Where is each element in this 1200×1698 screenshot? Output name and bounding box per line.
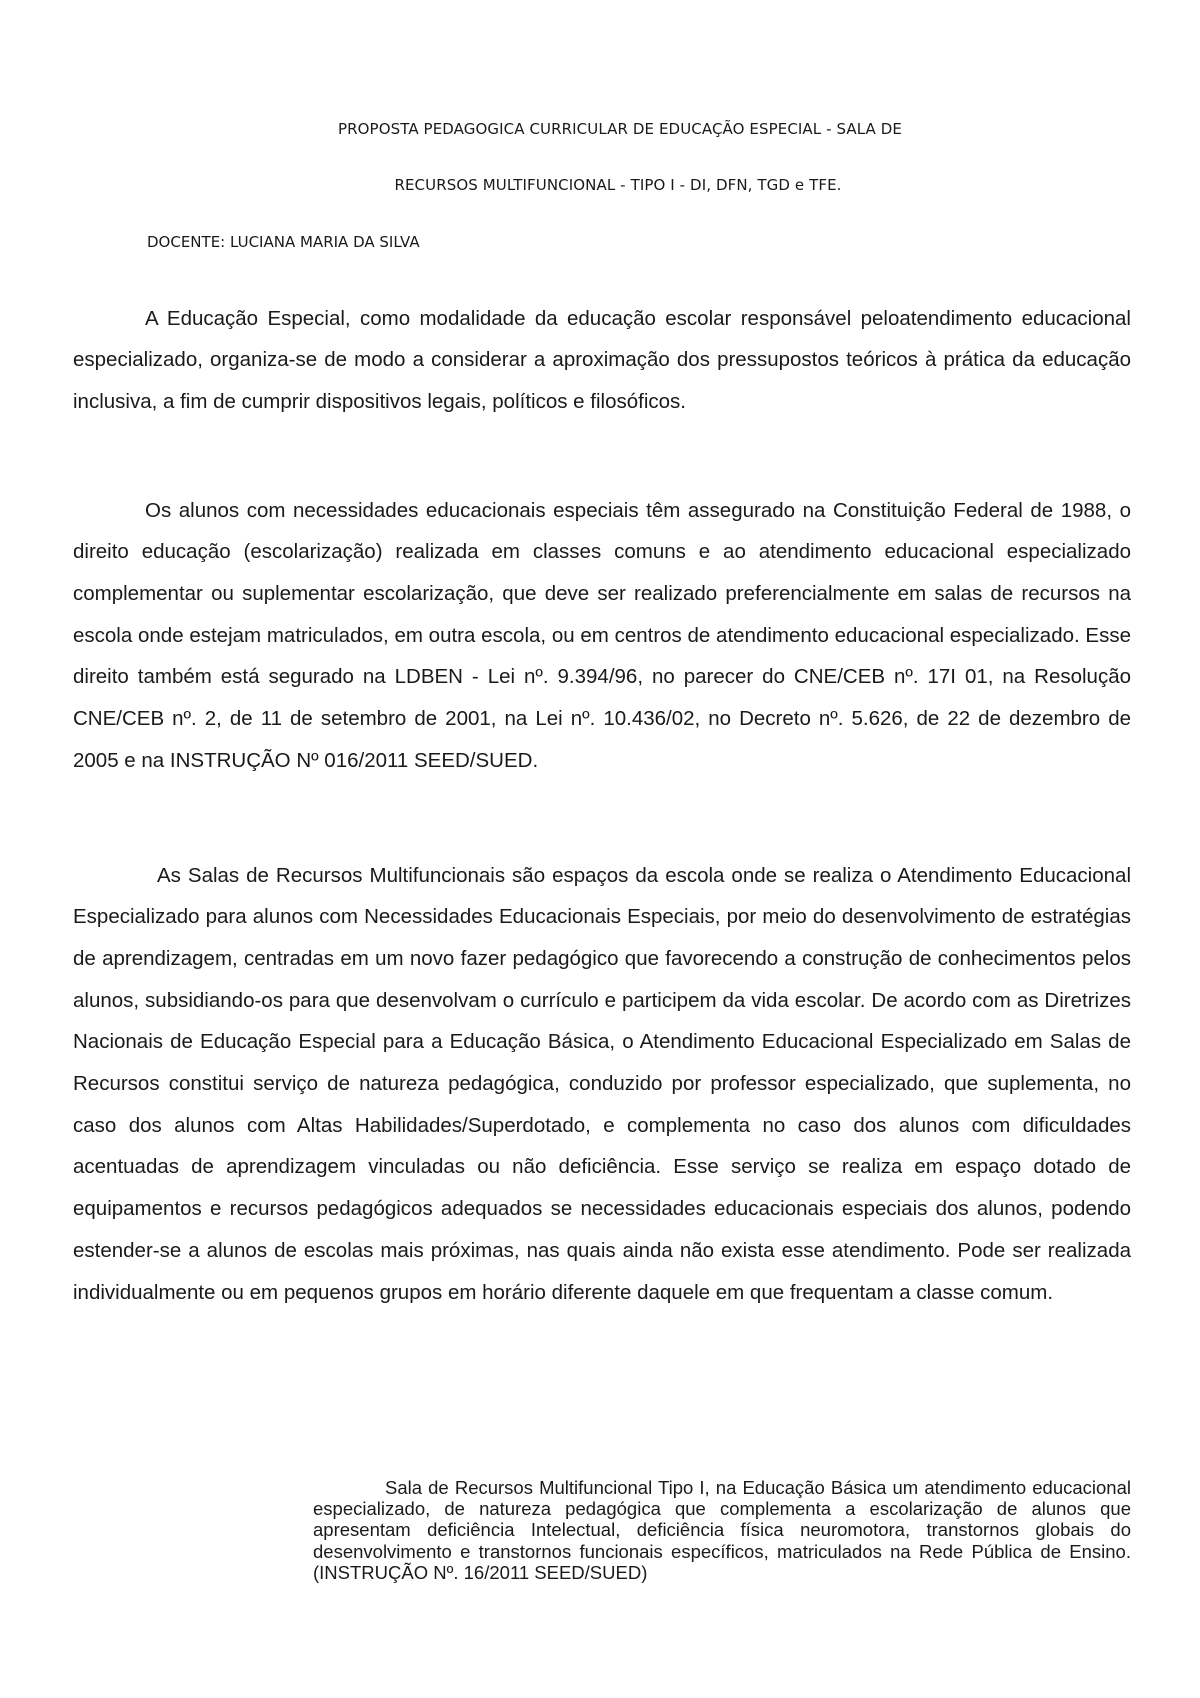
paragraph-alunos-necessidades: Os alunos com necessidades educacionais especiais têm assegurado na Constituição Federal de 1988, o direito educação (escolarização) realizada em classes comuns e ao atendimento educacional especializado complementar ou suplementar escolarização, que deve ser realizado preferencialmente em salas de recursos na escola onde estejam matriculados, em outra escola, ou em centros de atendimento educacional especializado. Esse direito também está segurado na LDBEN - Lei nº. 9.394/96, no parecer do CNE/CEB nº. 17I 01, na Resolução CNE/CEB nº. 2, de 11 de setembro de 2001, na Lei nº. 10.436/02, no Decreto nº. 5.626, de 22 de dezembro de 2005 e na INSTRUÇÃO Nº 016/2011 SEED/SUED. <box>73 498 1131 772</box>
docente-label: DOCENTE: LUCIANA MARIA DA SILVA <box>147 233 420 251</box>
paragraph-salas-recursos: As Salas de Recursos Multifuncionais são espaços da escola onde se realiza o Atendimento Educacional Especializado para alunos com Necessidades Educacionais Especiais, por meio do desenvolvimento de estratégias de aprendizagem, centradas em um novo fazer pedagógico que favorecendo a construção de conhecimentos pelos alunos, subsidiando-os para que desenvolvam o currículo e participem da vida escolar. De acordo com as Diretrizes Nacionais de Educação Especial para a Educação Básica, o Atendimento Educacional Especializado em Salas de Recursos constitui serviço de natureza pedagógica, conduzido por professor especializado, que suplementa, no caso dos alunos com Altas Habilidades/Superdotado, e complementa no caso dos alunos com dificuldades acentuadas de aprendizagem vinculadas ou não deficiência. Esse serviço se realiza em espaço dotado de equipamentos e recursos pedagógicos adequados se necessidades educacionais especiais dos alunos, podendo estender-se a alunos de escolas mais próximas, nas quais ainda não exista esse atendimento. Pode ser realizada individualmente ou em pequenos grupos em horário diferente daquele em que frequentam a classe comum. <box>73 863 1131 1304</box>
paragraph-educacao-especial: A Educação Especial, como modalidade da educação escolar responsável peloatendimento educacional especializado, organiza-se de modo a considerar a aproximação dos pressupostos teóricos à prática da educação inclusiva, a fim de cumprir dispositivos legais, políticos e filosóficos. <box>73 306 1131 413</box>
document-title-line-2: RECURSOS MULTIFUNCIONAL - TIPO I - DI, DFN, TGD e TFE. <box>394 176 842 194</box>
block-quote-instrucao: Sala de Recursos Multifuncional Tipo I, na Educação Básica um atendimento educacional especializado, de natureza pedagógica que complementa a escolarização de alunos que apresentam deficiência Intelectual, deficiência física neuromotora, transtornos globais do desenvolvimento e transtornos funcionais específicos, matriculados na Rede Pública de Ensino. (INSTRUÇÃO Nº. 16/2011 SEED/SUED) <box>313 1476 1131 1584</box>
document-title-line-1: PROPOSTA PEDAGOGICA CURRICULAR DE EDUCAÇÃO ESPECIAL - SALA DE <box>337 120 902 138</box>
